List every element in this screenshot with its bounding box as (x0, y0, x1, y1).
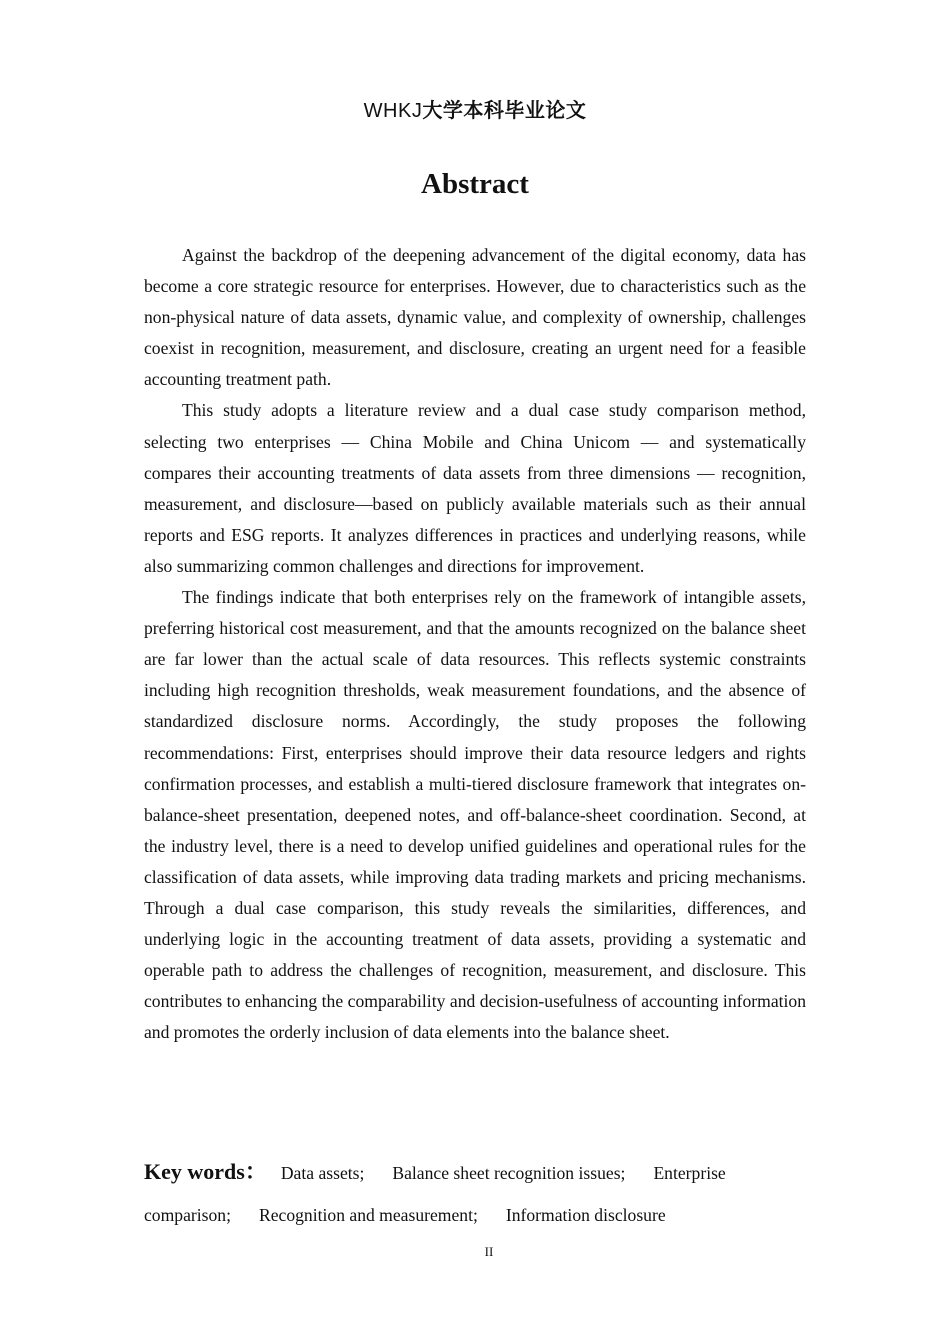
keywords-label: Key words： (144, 1159, 267, 1184)
abstract-body (144, 240, 806, 1048)
abstract-paragraph-2: This study adopts a literature review and a dual case study comparison method, selecting two enterprises — China Mobile and China Unicom — and systematically compares their accounting treatments of data assets from three dimensions — recognition, measurement, and disclosure—based on publicly available materials such as their annual reports and ESG reports. It analyzes differences in practices and underlying reasons, while also summarizing common challenges and directions for improvement. (144, 400, 806, 576)
abstract-paragraph-1: Against the backdrop of the deepening advancement of the digital economy, data has become a core strategic resource for enterprises. However, due to characteristics such as the non-physical nature of data assets, dynamic value, and complexity of ownership, challenges coexist in recognition, measurement, and disclosure, creating an urgent need for a feasible accounting treatment path. (144, 245, 806, 390)
keyword-item: Balance sheet recognition issues; (392, 1163, 626, 1183)
keyword-item: Enterprise (653, 1163, 726, 1183)
keywords-section (144, 1151, 806, 1236)
keyword-item: Recognition and measurement; (258, 1205, 478, 1225)
header-latin: WHKJ (363, 100, 423, 122)
header-cjk: 大学本科毕业论文 (422, 98, 587, 122)
abstract-paragraph-3: The findings indicate that both enterprises rely on the framework of intangible assets, preferring historical cost measurement, and that the amounts recognized on the balance sheet are far lower than the actual scale of data resources. This reflects systemic constraints including high recognition thresholds, weak measurement foundations, and the absence of standardized disclosure norms. Accordingly, the study proposes the following recommendations: First, enterprises should improve their data resource ledgers and rights confirmation processes, and establish a multi-tiered disclosure framework that integrates on-balance-sheet presentation, deepened notes, and off-balance-sheet coordination. Second, at the industry level, there is a need to develop unified guidelines and operational rules for the classification of data assets, while improving data trading markets and pricing mechanisms. Through a dual case comparison, this study reveals the similarities, differences, and underlying logic in the accounting treatment of data assets, providing a systematic and operable path to address the challenges of recognition, measurement, and disclosure. This contributes to enhancing the comparability and decision-usefulness of accounting information and promotes the orderly inclusion of data elements into the balance sheet. (144, 587, 806, 1043)
keyword-item: comparison; (144, 1205, 231, 1225)
page-number: II (484, 1244, 494, 1259)
page-header (0, 97, 950, 124)
abstract-title: Abstract (421, 168, 529, 200)
keyword-item: Information disclosure (505, 1205, 666, 1225)
keyword-item: Data assets; (280, 1163, 365, 1183)
